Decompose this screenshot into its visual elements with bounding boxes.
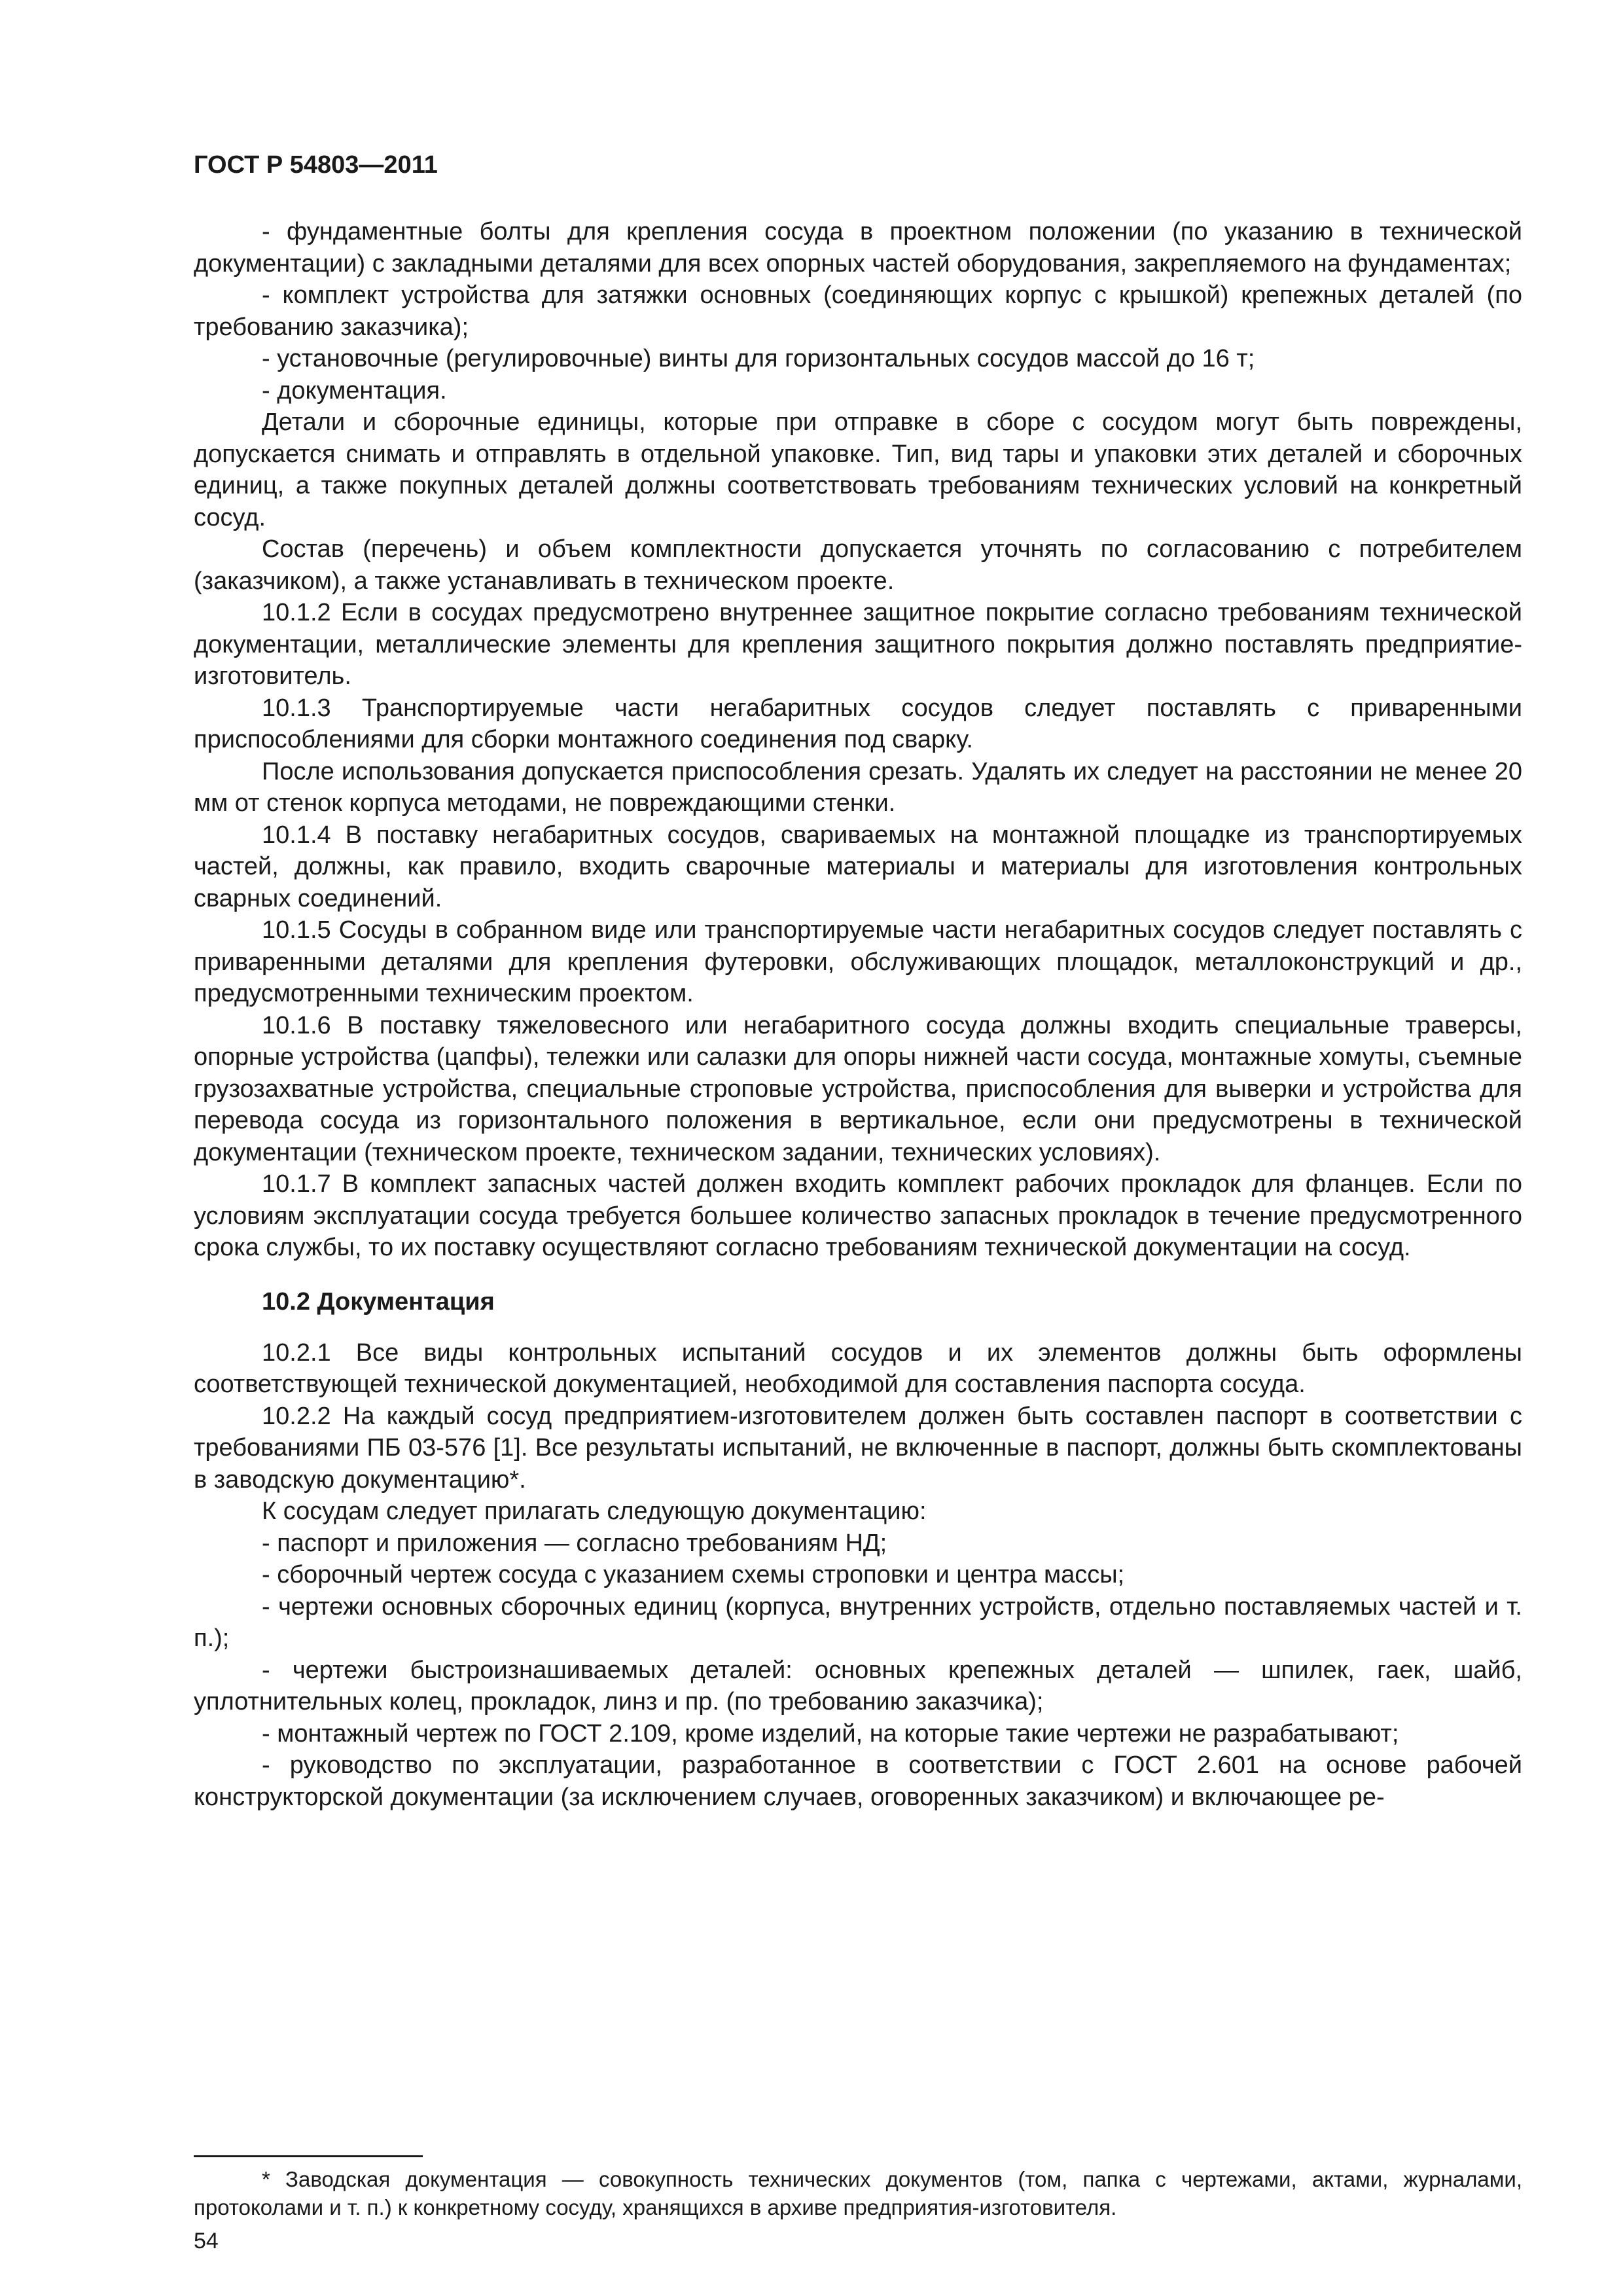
document-code-header: ГОСТ Р 54803—2011 (194, 151, 438, 179)
list-item-foundation-bolts: - фундаментные болты для крепления сосуда в проектном положении (по указанию в технической документации) с закладными деталями для всех опорных частей оборудования, закрепляемого на фундаментах; (194, 218, 1522, 278)
list-item-passport: - паспорт и приложения — согласно требованиям НД; (262, 1529, 887, 1557)
list-item-documentation: - документация. (262, 376, 447, 404)
section-heading-10-2: 10.2 Документация (262, 1287, 495, 1316)
footnote: * Заводская документация — совокупность технических документов (том, папка с чертежами, актами, журналами, протоколами и т. п.) к конкретному сосуду, хранящихся в архиве предприятия-изготовителя. (194, 2167, 1522, 2219)
list-item-tightening-device: - комплект устройства для затяжки основных (соединяющих корпус с крышкой) крепежных деталей (по требованию заказчика); (194, 281, 1522, 341)
clause-10-1-7: 10.1.7 В комплект запасных частей должен входить комплект рабочих прокладок для фланцев. Если по условиям эксплуатации сосуда требуется большее количество запасных прокладок в течение предусмотренного срока службы, то их поставку осуществляют согласно требованиям технической документации на сосуд. (194, 1170, 1522, 1261)
body-text-bottom (194, 1337, 1522, 1814)
paragraph-documentation-intro: К сосудам следует прилагать следующую документацию: (262, 1498, 927, 1525)
list-item-wear-parts-drawings: - чертежи быстроизнашиваемых деталей: основных крепежных деталей — шпилек, гаек, шайб, уплотнительных колец, прокладок, линз и пр. (по требованию заказчика); (194, 1656, 1522, 1715)
list-item-installation-drawing: - монтажный чертеж по ГОСТ 2.109, кроме изделий, на которые такие чертежи не разрабатывают; (262, 1719, 1399, 1748)
list-item-unit-drawings: - чертежи основных сборочных единиц (корпуса, внутренних устройств, отдельно поставляемых частей и т. п.); (194, 1592, 1522, 1652)
footnote-separator (194, 2155, 423, 2157)
clause-10-1-3: 10.1.3 Транспортируемые части негабаритных сосудов следует поставлять с приваренными приспособлениями для сборки монтажного соединения под сварку. (194, 694, 1522, 753)
list-item-adjusting-screws: - установочные (регулировочные) винты для горизонтальных сосудов массой до 16 т; (262, 345, 1255, 372)
clause-10-1-4: 10.1.4 В поставку негабаритных сосудов, свариваемых на монтажной площадке из транспортируемых частей, должны, как правило, входить сварочные материалы и материалы для изготовления контрольных сварных соединений. (194, 821, 1522, 912)
body-text-top (194, 216, 1522, 1264)
clause-10-1-5: 10.1.5 Сосуды в собранном виде или транспортируемые части негабаритных сосудов следует поставлять с приваренными деталями для крепления футеровки, обслуживающих площадок, металлоконструкций и др., предусмотренными техническим проектом. (194, 916, 1522, 1007)
list-item-operation-manual: - руководство по эксплуатации, разработанное в соответствии с ГОСТ 2.601 на основе рабочей конструкторской документации (за исключением случаев, оговоренных заказчиком) и включающее ре- (194, 1751, 1522, 1811)
page-number: 54 (194, 2229, 219, 2253)
clause-10-1-2: 10.1.2 Если в сосудах предусмотрено внутреннее защитное покрытие согласно требованиям технической документации, металлические элементы для крепления защитного покрытия должно поставлять предприятие-изготовитель. (194, 599, 1522, 690)
document-page (194, 149, 1522, 1813)
paragraph-packaging: Детали и сборочные единицы, которые при отправке в сборе с сосудом могут быть повреждены, допускается снимать и отправлять в отдельной упаковке. Тип, вид тары и упаковки этих деталей и сборочных единиц, а также покупных деталей должны соответствовать требованиям технических условий на конкретный сосуд. (194, 408, 1522, 531)
paragraph-scope: Состав (перечень) и объем комплектности допускается уточнять по согласованию с потребителем (заказчиком), а также устанавливать в техническом проекте. (194, 535, 1522, 595)
list-item-assembly-drawing: - сборочный чертеж сосуда с указанием схемы строповки и центра массы; (262, 1561, 1125, 1588)
clause-10-1-6: 10.1.6 В поставку тяжеловесного или негабаритного сосуда должны входить специальные траверсы, опорные устройства (цапфы), тележки или салазки для опоры нижней части сосуда, монтажные хомуты, съемные грузозахватные устройства, специальные строповые устройства, приспособления для выверки и устройства для перевода сосуда из горизонтального положения в вертикальное, если они предусмотрены в технической документации (техническом проекте, техническом задании, технических условиях). (194, 1011, 1522, 1166)
clause-10-2-1: 10.2.1 Все виды контрольных испытаний сосудов и их элементов должны быть оформлены соответствующей технической документацией, необходимой для составления паспорта сосуда. (194, 1338, 1522, 1398)
paragraph-removal: После использования допускается приспособления срезать. Удалять их следует на расстоянии не менее 20 мм от стенок корпуса методами, не повреждающими стенки. (194, 757, 1522, 817)
clause-10-2-2: 10.2.2 На каждый сосуд предприятием-изготовителем должен быть составлен паспорт в соответствии с требованиями ПБ 03-576 [1]. Все результаты испытаний, не включенные в паспорт, должны быть скомплектованы в заводскую документацию*. (194, 1402, 1522, 1494)
